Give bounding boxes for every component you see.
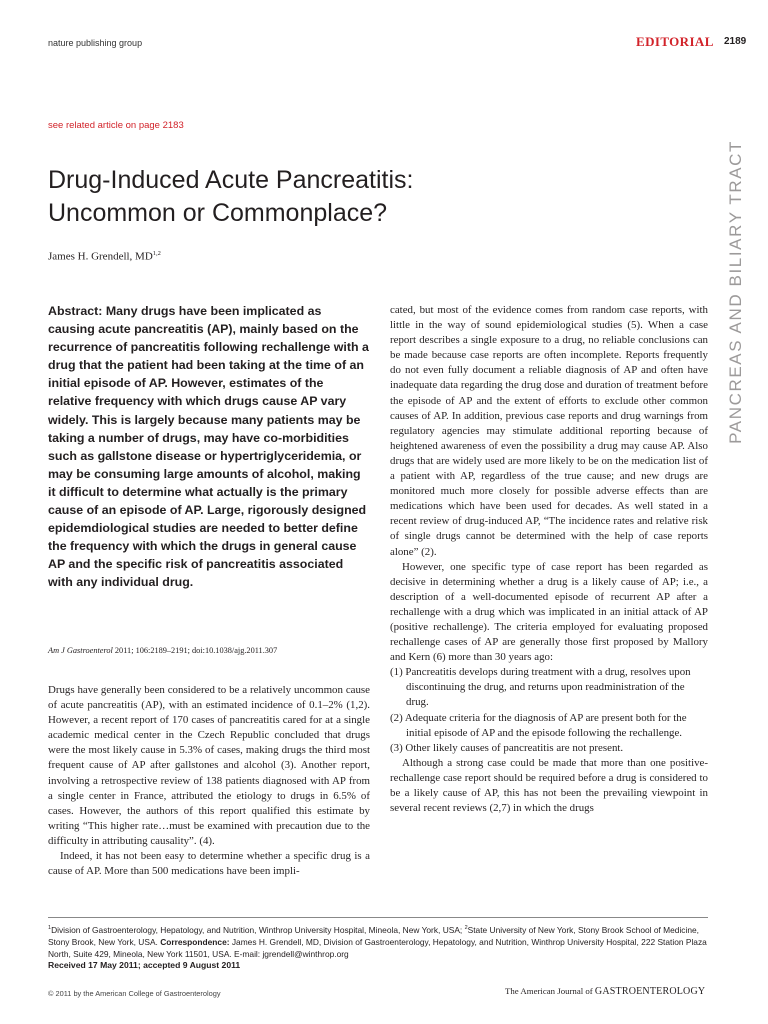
journal-name-main: GASTROENTEROLOGY <box>594 986 706 997</box>
affiliation-2: State University of New York, Stony Brook School of Medicine, Stony Brook, New York, USA. <box>48 924 699 948</box>
body-paragraph: Indeed, it has not been easy to determine whether a specific drug is a cause of AP. More than 500 medications have been impli- <box>48 850 370 878</box>
abstract: Abstract: Many drugs have been implicated as causing acute pancreatitis (AP), mainly based on the recurrence of pancreatitis following rechallenge with a drug that the patient had been taking at the time of an initial episode of AP. However, estimates of the relative frequency with which drugs cause AP vary widely. This is largely because many patients may be taking a number of drugs, may have co-morbidities such as gallstone disease or hypertriglyceridemia, or may be consuming large amounts of alcohol, making it difficult to determine what actually is the primary cause of an episode of AP. Large, rigorously designed epidemdiological studies are needed to better define the frequency with which the drugs in general cause AP and the specific risk of pancreatitis associated with any individual drug. <box>48 304 369 590</box>
citation-journal: Am J Gastroenterol <box>48 646 113 655</box>
body-paragraph: Although a strong case could be made that more than one positive-rechallenge case report should be required before a drug is considered to be a likely cause of AP, this has not been the prevailing viewpoint in several recent reviews (2,7) in which the drugs <box>390 756 708 815</box>
footnotes <box>48 922 710 961</box>
title-line-2: Uncommon or Commonplace? <box>48 199 388 227</box>
page-number: 2189 <box>724 36 747 47</box>
footnote-divider <box>48 917 708 918</box>
affiliation-mark-2: 2 <box>464 925 468 931</box>
body-left-column <box>48 683 370 879</box>
body-paragraph: However, one specific type of case report has been regarded as decisive in determining whether a drug is a likely cause of AP; i.e., a description of a well-documented episode of recurrent AP after a rechallenge with a drug which was implicated in an initial attack of AP (positive rechallenge). The criteria employed for evaluating proposed rechallenge cases of AP are generally those first proposed by Mallory and Kern (6) more than 30 years ago: <box>390 560 708 664</box>
body-paragraph: cated, but most of the evidence comes from random case reports, with little in the way of sound epidemiological studies (5). When a case report describes a single exposure to a drug, no reliable conclusions can be made because case reports are often incomplete. Reports frequently do not even fully document a reliable diagnosis of AP and often have inadequate data regarding the drug dose and duration of treatment before the episode of AP and the extent of efforts to exclude other common causes of AP. In addition, previous case reports and drug warnings from regulatory agencies may stimulate additional reporting because of heightened awareness of even the possibility a drug may cause AP. Also drugs that are widely used are more likely to be on the medication list of a patient with AP, regardless of the true cause; and new drugs are monitored much more closely for possible adverse effects than are medications which have been used for decades. As well stated in a recent review of drug-induced AP, “The incidence rates and relative risk of single drugs cannot be determined with the help of case reports alone” (2). <box>390 304 708 558</box>
author-name: James H. Grendell, MD <box>48 250 153 263</box>
journal-name <box>505 986 705 997</box>
side-category-label: PANCREAS AND BILIARY TRACT <box>726 140 745 444</box>
affiliation-mark-1: 1 <box>48 925 52 931</box>
criteria-item: (1) Pancreatitis develops during treatment with a drug, resolves upon discontinuing the drug, and returns upon readministration of the drug. <box>390 666 691 709</box>
citation <box>48 646 370 655</box>
affiliation-1: Division of Gastroenterology, Hepatology, and Nutrition, Winthrop University Hospital, Mineola, New York, USA; <box>51 924 465 935</box>
received-dates: Received 17 May 2011; accepted 9 August 2011 <box>48 960 241 970</box>
criteria-item: (2) Adequate criteria for the diagnosis of AP are present both for the initial episode of AP and the episode following the rechallenge. <box>390 711 687 739</box>
journal-name-prefix: The American Journal of <box>505 986 595 996</box>
section-label: EDITORIAL <box>636 34 714 49</box>
author-affiliation-marks: 1,2 <box>152 250 161 257</box>
publisher-name: nature publishing group <box>48 38 143 48</box>
citation-details: 2011; 106:2189–2191; doi:10.1038/ajg.2011.307 <box>112 646 278 655</box>
author-line <box>48 250 161 263</box>
related-article-link[interactable]: see related article on page 2183 <box>48 120 184 131</box>
body-paragraph: Drugs have generally been considered to be a relatively uncommon cause of acute pancreatitis (AP), with an estimated incidence of 0.1–2% (1,2). However, a recent report of 170 cases of pancreatitis cared for at a single academic medical center in the Czech Republic concluded that drugs were the most likely cause in 5.3% of cases, making drugs the third most frequent cause of AP after gallstones and alcohol (3). Another report, involving a retrospective review of 138 patients diagnosed with AP from a single center in France, attributed the etiology to drugs in 6.5% of cases. However, the authors of this report qualified this estimate by writing “This higher rate…must be examined with precaution due to the difficulty in attributing causality”. (4). <box>48 684 370 847</box>
article-title <box>48 164 608 230</box>
criteria-item: (3) Other likely causes of pancreatitis are not present. <box>390 741 624 754</box>
title-line-1: Drug-Induced Acute Pancreatitis: <box>48 166 414 194</box>
copyright-notice: © 2011 by the American College of Gastroenterology <box>48 989 221 998</box>
correspondence-text: James H. Grendell, MD, Division of Gastroenterology, Hepatology, and Nutrition, Winthrop University Hospital, 222 Station Plaza North, Suite 429, Mineola, New York 11501, USA. E-mail: jgrendell@winthrop.org <box>48 937 707 960</box>
correspondence-label: Correspondence: <box>160 937 230 948</box>
body-right-column <box>390 303 708 816</box>
